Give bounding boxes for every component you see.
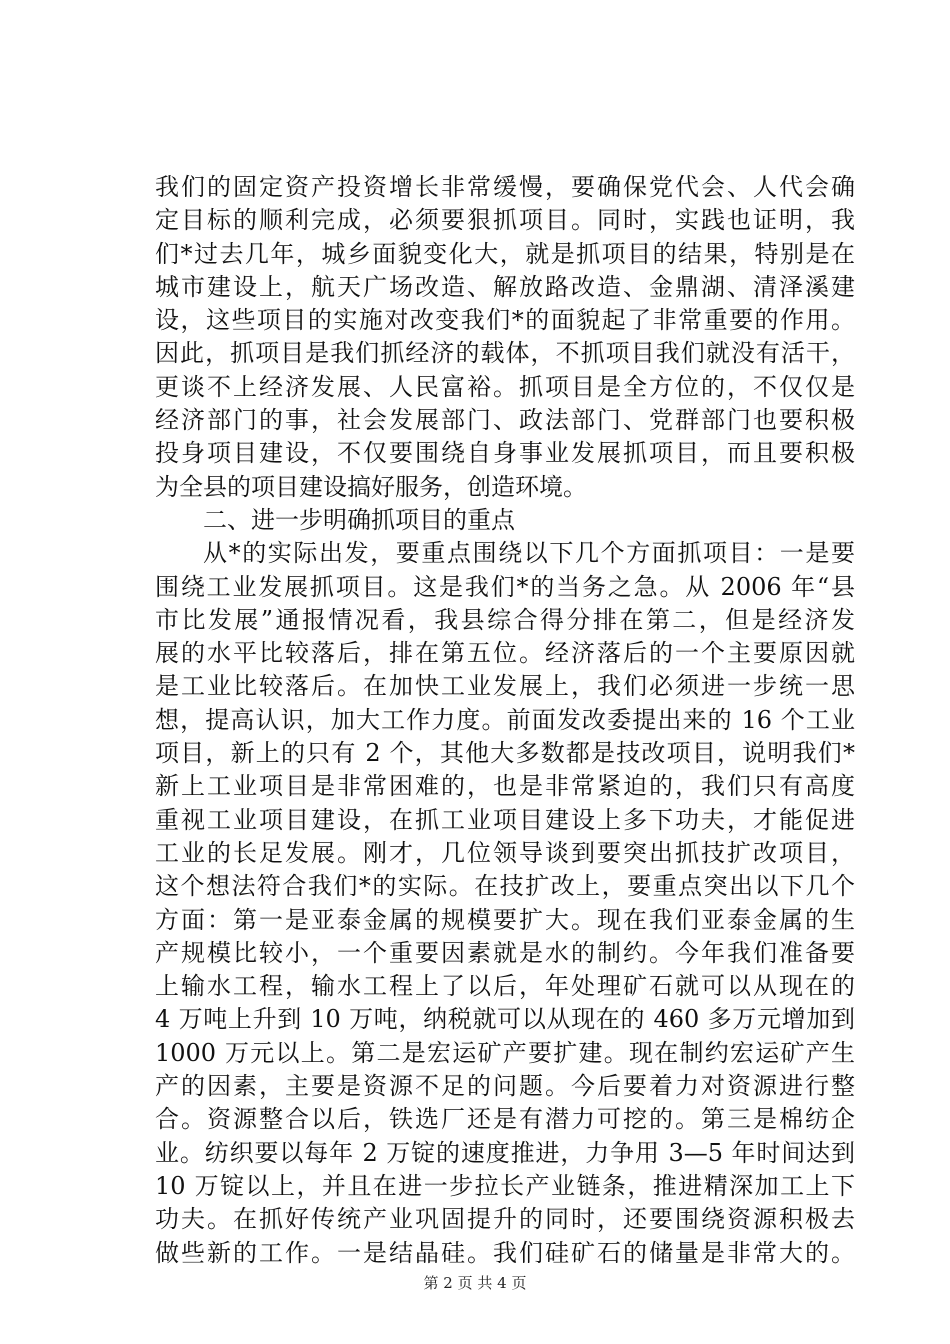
text-line: 我们的固定资产投资增长非常缓慢，要确保党代会、人代会确 bbox=[155, 173, 855, 201]
text-line: 合。资源整合以后，铁选厂还是有潜力可挖的。第三是棉纺企 bbox=[155, 1105, 855, 1134]
text-line: 功夫。在抓好传统产业巩固提升的同时，还要围绕资源积极去 bbox=[155, 1205, 855, 1234]
text-line: 市比发展”通报情况看，我县综合得分排在第二，但是经济发 bbox=[155, 605, 855, 634]
text-line: 重视工业项目建设，在抓工业项目建设上多下功夫，才能促进 bbox=[155, 805, 855, 834]
text-line: 是工业比较落后。在加快工业发展上，我们必须进一步统一思 bbox=[155, 672, 855, 701]
text-line: 为全县的项目建设搞好服务，创造环境。 bbox=[155, 472, 587, 501]
page-footer bbox=[0, 1273, 950, 1293]
text-line: 新上工业项目是非常困难的，也是非常紧迫的，我们只有高度 bbox=[155, 772, 855, 801]
text-line: 设，这些项目的实施对改变我们*的面貌起了非常重要的作用。 bbox=[155, 306, 855, 335]
section-heading: 二、进一步明确抓项目的重点 bbox=[203, 505, 515, 534]
text-line: 想，提高认识，加大工作力度。前面发改委提出来的 16 个工业 bbox=[155, 705, 855, 734]
text-line: 产规模比较小，一个重要因素就是水的制约。今年我们准备要 bbox=[155, 938, 855, 967]
text-line: 从*的实际出发，要重点围绕以下几个方面抓项目：一是要 bbox=[203, 539, 855, 568]
text-line: 产的因素，主要是资源不足的问题。今后要着力对资源进行整 bbox=[155, 1072, 855, 1101]
text-line: 业。纺织要以每年 2 万锭的速度推进，力争用 3—5 年时间达到 bbox=[155, 1138, 855, 1167]
paragraph-1 bbox=[155, 171, 855, 504]
text-line: 1000 万元以上。第二是宏运矿产要扩建。现在制约宏运矿产生 bbox=[155, 1038, 855, 1067]
text-line: 这个想法符合我们*的实际。在技扩改上，要重点突出以下几个 bbox=[155, 872, 855, 901]
text-line: 城市建设上，航天广场改造、解放路改造、金鼎湖、清泽溪建 bbox=[155, 272, 855, 301]
text-line: 上输水工程，输水工程上了以后，年处理矿石就可以从现在的 bbox=[155, 972, 855, 1001]
text-line: 围绕工业发展抓项目。这是我们*的当务之急。从 2006 年“县 bbox=[155, 572, 855, 601]
text-line: 方面：第一是亚泰金属的规模要扩大。现在我们亚泰金属的生 bbox=[155, 905, 855, 934]
text-line: 经济部门的事，社会发展部门、政法部门、党群部门也要积极 bbox=[155, 406, 855, 435]
text-line: 投身项目建设，不仅要围绕自身事业发展抓项目，而且要积极 bbox=[155, 439, 855, 468]
text-line: 更谈不上经济发展、人民富裕。抓项目是全方位的，不仅仅是 bbox=[155, 372, 855, 401]
text-line: 们*过去几年，城乡面貌变化大，就是抓项目的结果，特别是在 bbox=[155, 239, 855, 268]
text-line: 工业的长足发展。刚才，几位领导谈到要突出抓技扩改项目， bbox=[155, 838, 855, 867]
document-body bbox=[155, 171, 855, 1270]
text-line: 10 万锭以上，并且在进一步拉长产业链条，推进精深加工上下 bbox=[155, 1171, 855, 1200]
text-line: 因此，抓项目是我们抓经济的载体，不抓项目我们就没有活干， bbox=[155, 339, 855, 368]
text-line: 4 万吨上升到 10 万吨，纳税就可以从现在的 460 多万元增加到 bbox=[155, 1005, 855, 1034]
text-line: 做些新的工作。一是结晶硅。我们硅矿石的储量是非常大的。 bbox=[155, 1238, 855, 1267]
text-line: 展的水平比较落后，排在第五位。经济落后的一个主要原因就 bbox=[155, 639, 855, 668]
paragraph-2 bbox=[155, 537, 855, 1270]
text-line: 定目标的顺利完成，必须要狠抓项目。同时，实践也证明，我 bbox=[155, 206, 855, 235]
page-number-label: 第 2 页 共 4 页 bbox=[423, 1274, 527, 1292]
text-line: 项目，新上的只有 2 个，其他大多数都是技改项目，说明我们* bbox=[155, 739, 855, 768]
